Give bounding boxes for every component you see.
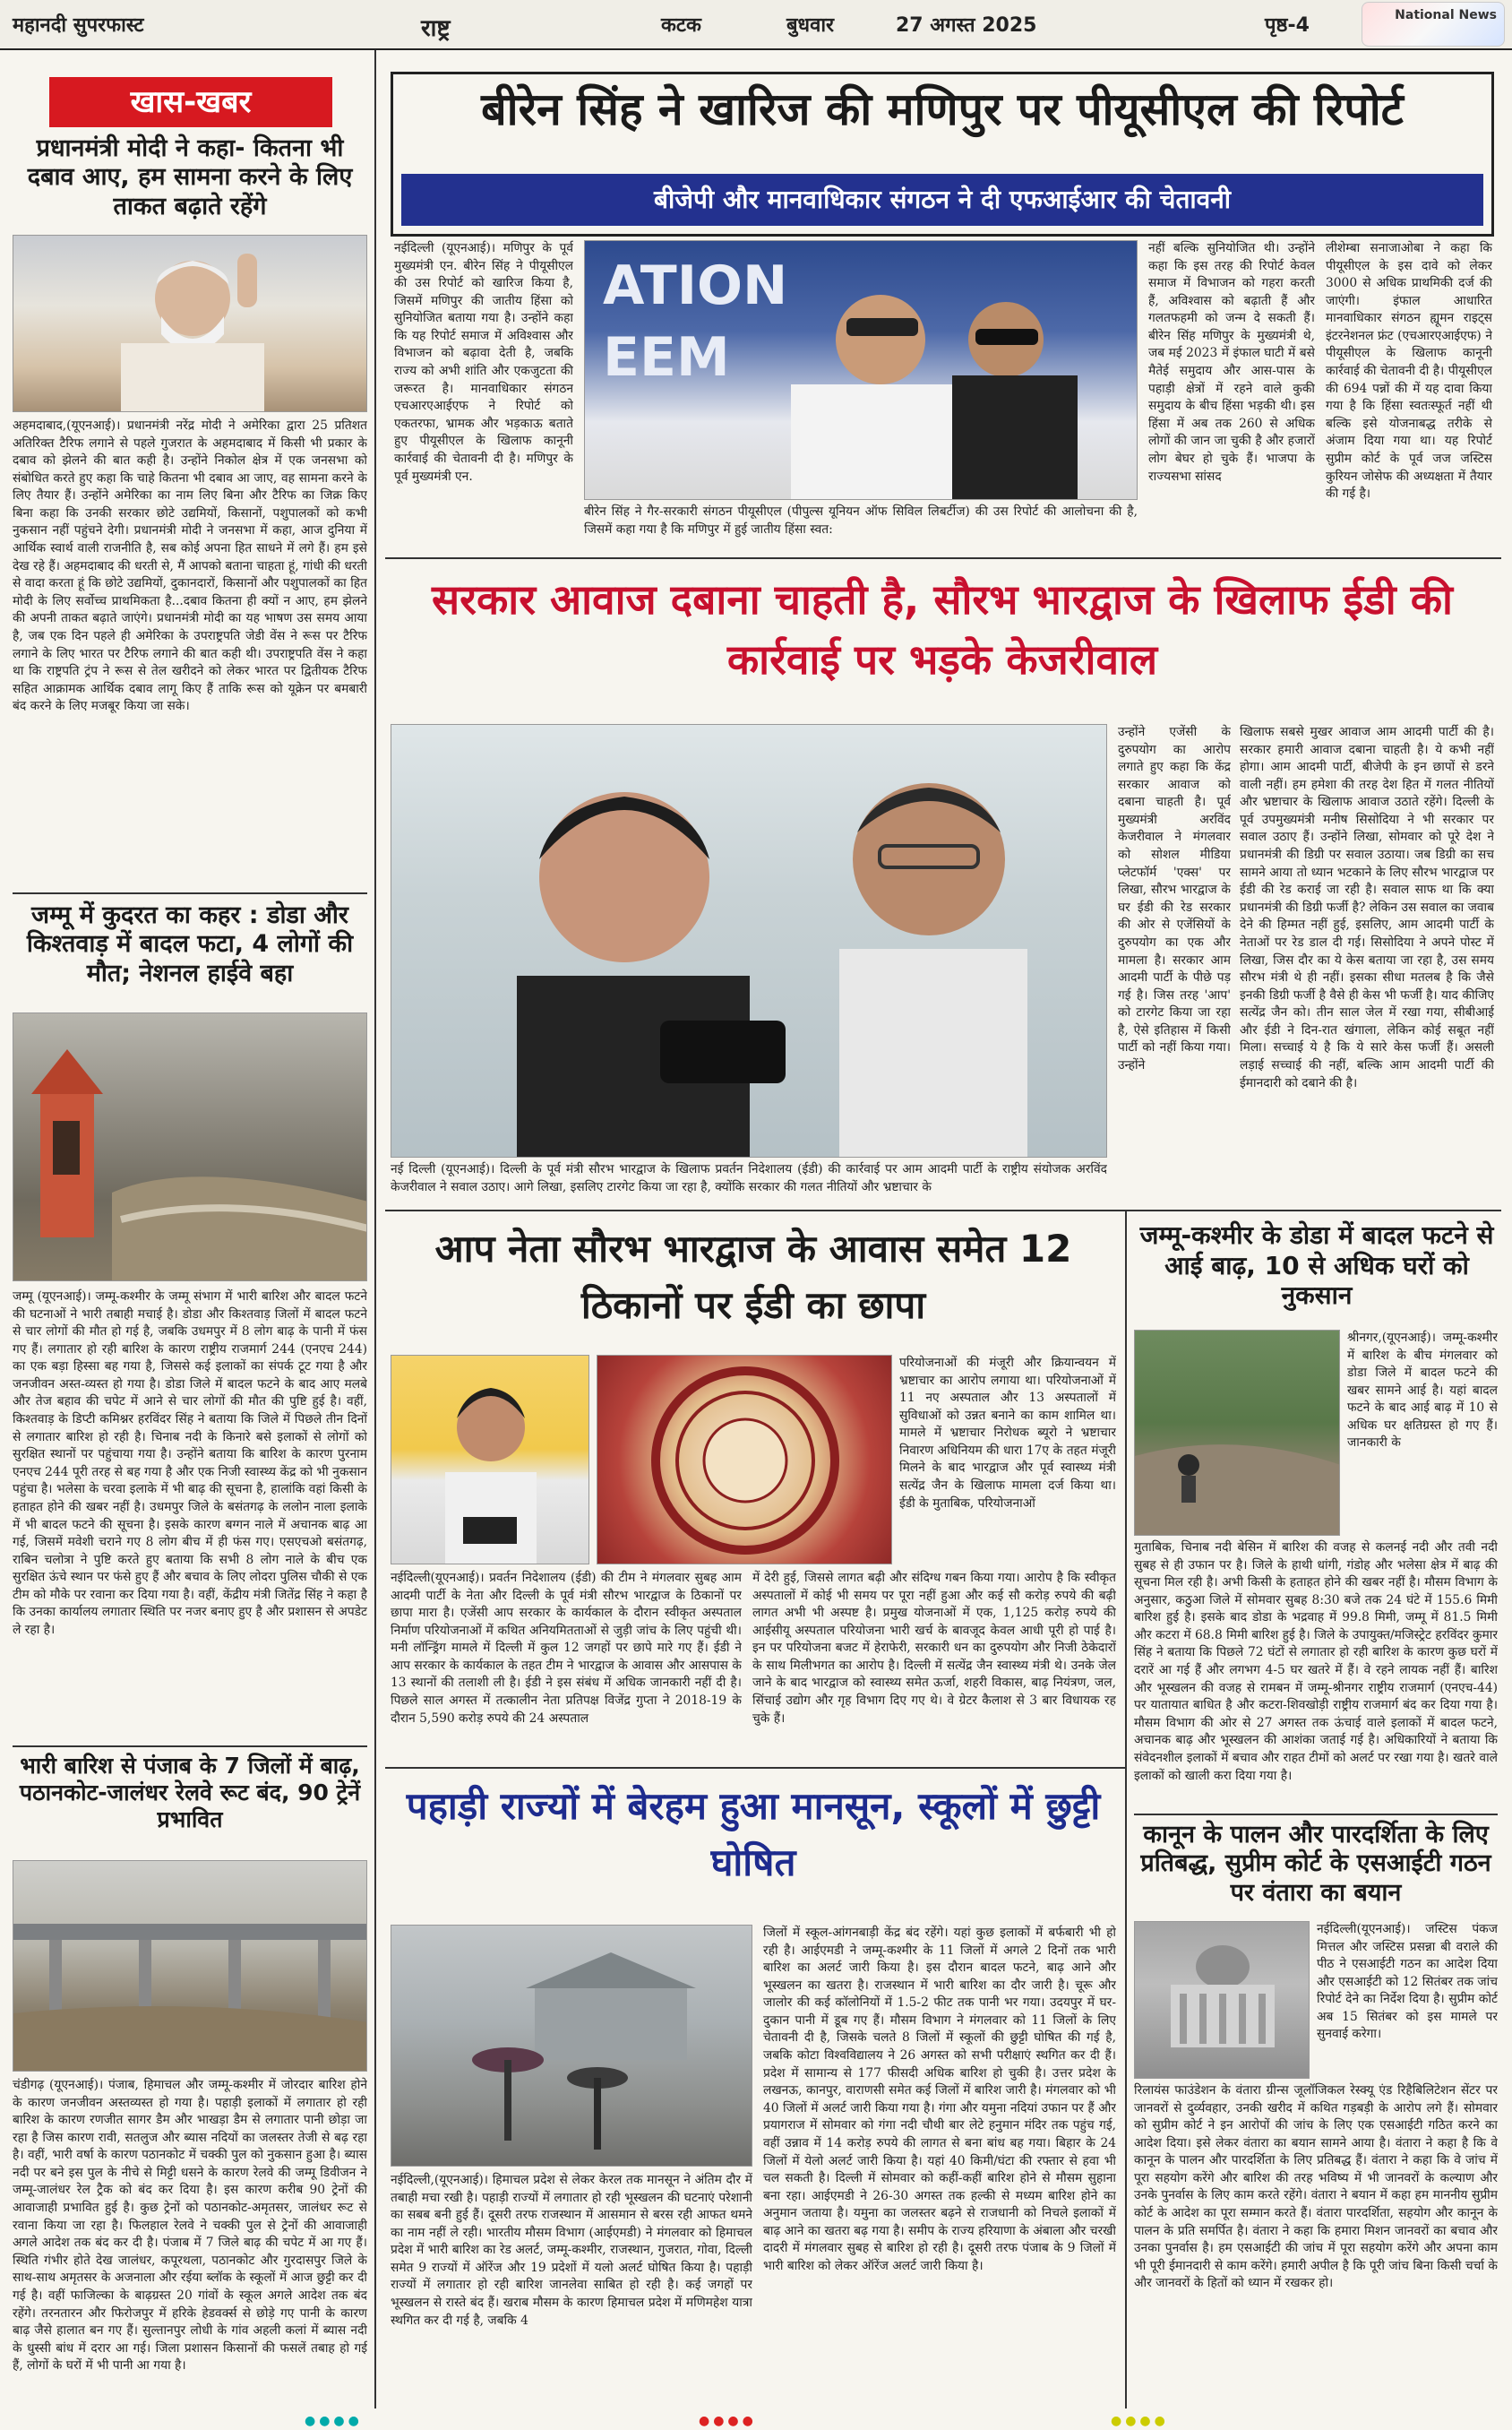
supreme-court-photo	[1134, 1921, 1310, 2079]
sidebar-story1-headline: प्रधानमंत्री मोदी ने कहा- कितना भी दबाव आए, हम सामना करने के लिए ताकत बढ़ाते रहेंगे	[27, 134, 353, 220]
ed-logo-photo	[597, 1355, 892, 1564]
lead-col1: नईदिल्ली (यूएनआई)। मणिपुर के पूर्व मुख्यमंत्री एन. बीरेन सिंह ने पीयूसीएल की उस रिपोर्ट को खारिज किया है, जिसमें मणिपुर की जातीय हिंसा को सुनियोजित बताया गया है। उन्होंने कहा कि यह रिपोर्ट समाज में अविश्वास और विभाजन को बढ़ावा देती है, जबकि राज्य को अभी शांति और एकजुटता की जरूरत है। मानवाधिकार संगठन एचआरएआईएफ ने रिपोर्ट को एकतरफा, भ्रामक और भड़काऊ बताते हुए पीयूसीएल के खिलाफ कानूनी कार्रवाई की चेतावनी दी है। मणिपुर के पूर्व मुख्यमंत्री एन.	[394, 241, 573, 484]
paper-name: महानदी सुपरफास्ट	[13, 14, 144, 37]
sc-body: रिलायंस फाउंडेशन के वंतारा ग्रीन्स जूलॉजिकल रेस्क्यू एंड रिहैबिलिटेशन सेंटर पर जानवरों से दुर्व्यवहार, उनकी खरीद में कथित गड़बड़ी के आरोप लगे हैं। सोमवार को सुप्रीम कोर्ट ने इन आरोपों की जांच के लिए एक एसआईटी गठित करने का आदेश दिया। इसे लेकर वंतारा का बयान सामने आया है। वंतारा ने कहा है कि वे कानून के पालन और पारदर्शिता के लिए प्रतिबद्ध हैं। वंतारा ने कहा कि वे जांच में पूरा सहयोग करेंगे और बारिश की तरह भविष्य में भी जानवरों के कल्याण और उनके पुनर्वास के लिए काम करते रहेंगे। वंतारा ने बयान में कहा हम माननीय सुप्रीम कोर्ट के आदेश का पूरा सम्मान करते हैं। वंतारा पारदर्शिता, सहयोग और कानून के पालन के प्रति समर्पित है। वंतारा ने कहा कि हमारा मिशन जानवरों का बचाव और उनका पुनर्वास है। हम एसआईटी की जांच में पूरा सहयोग करेंगे और अपना काम भी पूरी ईमानदारी से काम करेंगे। हमारी अपील है कि पूरी जांच बिना किसी चर्चा के और जानवरों के हितों को ध्यान में रखकर हो।	[1134, 2083, 1498, 2291]
masthead	[0, 0, 1512, 50]
registration-dots-icon: ●●●●	[305, 2414, 363, 2428]
sc-headline: कानून के पालन और पारदर्शिता के लिए प्रतिबद्ध, सुप्रीम कोर्ट के एसआईटी गठन पर वंतारा का बयान	[1140, 1821, 1491, 1907]
kejriwal-col-right: खिलाफ सबसे मुखर आवाज आम आदमी पार्टी की है। सरकार हमारी आवाज दबाना चाहती है। ये कभी नहीं होगा। आम आदमी पार्टी, बीजेपी के इन छापों से डरने वाली नहीं। हम हमेशा की तरह देश हित में गलत नीतियों और भ्रष्टाचार के खिलाफ आवाज उठाते रहेंगे। दिल्ली के पूर्व उपमुख्यमंत्री मनीष सिसोदिया ने भी सरकार पर सवाल उठाए हैं। उन्होंने लिखा, सोमवार को पूरे देश ने प्रधानमंत्री की डिग्री पर सवाल उठाया। जब डिग्री का सच सामने आया तो ध्यान भटकाने के लिए सौरभ भारद्वाज पर ईडी की रेड कराई जा रही है। सवाल साफ था कि क्या प्रधानमंत्री की डिग्री फर्जी है? लेकिन उस सवाल का जवाब देने की हिम्मत नहीं हुई, इसलिए, आम आदमी पार्टी के नेताओं पर रेड डाल दी गई। सिसोदिया ने अपने पोस्ट में लिखा, जिस दौर का ये केस बताया जा रहा है, उस समय सौरभ मंत्री थे ही नहीं। इसका सीधा मतलब है कि जैसे इनकी डिग्री फर्जी है वैसे ही केस भी फर्जी है। याद कीजिए सत्येंद्र जैन को। तीन साल जेल में रखा गया, सीबीआई और ईडी ने दिन-रात खंगाला, लेकिन कोई सबूत नहीं मिला। सच्चाई ये है कि ये सारे केस फर्जी हैं। असली लड़ाई सच्चाई की नहीं, बल्कि आम आदमी पार्टी की ईमानदारी को दबाने की है।	[1240, 725, 1494, 1090]
saurabh-photo	[391, 1355, 589, 1564]
lead-col3: लीशेम्बा सनाजाओबा ने कहा कि पीयूसीएल के इस दावे को लेकर 3000 से अधिक प्राथमिकी दर्ज की जाएंगी। इंफाल आधारित मानवाधिकार संगठन ह्यूमन राइट्स इंटरनेशनल फ्रंट (एचआरएआईएफ) ने पीयूसीएल के खिलाफ कानूनी कार्रवाई की चेतावनी दी है। पीयूसीएल की 694 पन्नों की में यह दावा किया गया है कि हिंसा स्वतःस्फूर्त नहीं थी बल्कि इसे योजनाबद्ध तरीके से अंजाम दिया गया था। यह रिपोर्ट सुप्रीम कोर्ट के पूर्व जज जस्टिस कुरियन जोसेफ की अध्यक्षता में तैयार की गई है।	[1326, 241, 1492, 502]
date: 27 अगस्त 2025	[896, 14, 1037, 37]
page-number: पृष्ठ-4	[1265, 14, 1310, 37]
ed-seal-art	[597, 1356, 892, 1564]
divider	[385, 1767, 1125, 1769]
print-registration-strip	[0, 2408, 1512, 2430]
sidebar-story3-headline: भारी बारिश से पंजाब के 7 जिलों में बाढ़, पठानकोट-जालंधर रेलवे रूट बंद, 90 ट्रेनें प्रभावित	[19, 1753, 361, 1832]
doda-headline: जम्मू-कश्मीर के डोडा में बादल फटने से आई बाढ़, 10 से अधिक घरों को नुकसान	[1139, 1220, 1494, 1311]
doda-body: मुताबिक, चिनाब नदी बेसिन में बारिश की वजह से कलनई नदी और तवी नदी सुबह से ही उफान पर है। जिले के हाथी धांगी, गंडोह और भलेसा क्षेत्र में बाढ़ की सूचना मिल रही है। अभी किसी के हताहत होने की खबर नहीं है। मौसम विभाग के अनुसार, कठुआ जिले में सोमवार सुबह 8:30 बजे तक 24 घंटे में 155.6 मिमी बारिश हुई है। इसके बाद डोडा के भद्रवाह में 99.8 मिमी, जम्मू में 81.5 मिमी और कटरा में 68.8 मिमी बारिश हुई है। जिले के उपायुक्त/मजिस्ट्रेट हरविंदर कुमार सिंह ने बताया कि पिछले 72 घंटों से लगातार हो रही बारिश के कारण कुछ घरों में दरारें आ गई हैं और लगभग 4-5 घर खतरे में हैं। वे रहने लायक नहीं हैं। बारिश और भूस्खलन की वजह से रामबन में जम्मू-श्रीनगर राष्ट्रीय राजमार्ग (एनएच-44) पर यातायात बाधित है और कटरा-शिवखोड़ी राष्ट्रीय राजमार्ग बंद कर दिया गया है। मौसम विभाग की ओर से 27 अगस्त तक ऊंचाई वाले इलाकों में बादल फटने, अचानक बाढ़ और भूस्खलन की आशंका जताई गई है। अधिकारियों ने बताया कि संवेदनशील इलाकों में बचाव और राहत टीमों को अलर्ट पर रखा गया है। खतरे वाले इलाकों को खाली करा दिया गया है।	[1134, 1540, 1498, 1783]
biren-singh-photo	[584, 240, 1138, 500]
flood-photo-art	[13, 1013, 367, 1281]
divider	[385, 557, 1501, 559]
flood-photo-kishtwar	[13, 1012, 367, 1281]
divider	[13, 892, 367, 894]
saurabh-photo-art	[391, 1356, 589, 1564]
city: कटक	[661, 14, 701, 37]
sc-photo-art	[1135, 1922, 1310, 2079]
ed-raid-col-right: परियोजनाओं की मंजूरी और क्रियान्वयन में भ्रष्टाचार का आरोप लगाया था। परियोजनाओं में 11 नए अस्पताल और 13 अस्पतालों में सुविधाओं को उन्नत बनाने का काम शामिल था। मामले में भ्रष्टाचार निरोधक ब्यूरो ने भ्रष्टाचार निवारण अधिनियम की धारा 17ए के तहत मंजूरी मिलने के बाद भारद्वाज और पूर्व स्वास्थ्य मंत्री सत्येंद्र जैन के खिलाफ मामला दर्ज किया था। ईडी के मुताबिक, परियोजनाओं	[899, 1356, 1116, 1511]
svg-text:EEM: EEM	[603, 326, 730, 389]
column-rule	[1125, 1211, 1127, 2408]
sc-col-side: नईदिल्ली(यूएनआई)। जस्टिस पंकज मित्तल और जस्टिस प्रसन्ना बी वराले की पीठ ने एसआईटी गठन का आदेश दिया और एसआईटी को 12 सितंबर तक जांच रिपोर्ट देने का निर्देश दिया है। सुप्रीम कोर्ट अब 15 सितंबर को इस मामले पर सुनवाई करेगा।	[1317, 1922, 1498, 2042]
biren-photo-art	[585, 241, 1138, 500]
lead-headline: बीरेन सिंह ने खारिज की मणिपुर पर पीयूसीएल की रिपोर्ट	[481, 83, 1404, 135]
sidebar-story2-body: जम्मू (यूएनआई)। जम्मू-कश्मीर के जम्मू संभाग में भारी बारिश और बादल फटने की घटनाओं ने भारी तबाही मचाई है। डोडा और किश्तवाड़ जिलों में बादल फटने से चार लोगों की मौत हो गई है, जबकि उधमपुर में 8 लोग बाढ़ के पानी में फंस गए हैं। लगातार हो रही बारिश के कारण राष्ट्रीय राजमार्ग 244 (एनएच 244) का एक बड़ा हिस्सा बह गया है, जिससे कई इलाकों का संपर्क टूट गया है और जनजीवन अस्त-व्यस्त हो गया है। डोडा जिले में बादल फटने के बाद आए मलबे और तेज बहाव की चपेट में आने से चार लोगों की मौत की पुष्टि हुई है। वहीं, किश्तवाड़ के डिप्टी कमिश्नर हरविंदर सिंह ने बताया कि जिले में पिछले तीन दिनों से लगातार बारिश हो रही है। चिनाब नदी के किनारे बसे इलाकों से लोगों को सुरक्षित स्थानों पर पहुंचाया गया है। उन्होंने बताया कि बारिश के कारण पुरनाम एनएच 244 पूरी तरह से बह गया है और एक निजी स्वास्थ्य केंद्र को भी नुकसान पहुंचा है। भलेसा के चरवा इलाके में भी बाढ़ की सूचना है, हालांकि वहां किसी के हताहत होने की खबर नहीं है। उधमपुर जिले के बसंतगढ़ के ललोन नाला इलाके में भी बादल फटने की सूचना है। इसके कारण बग्गन नाले में अचानक बाढ़ आ गई, जिसमें मवेशी चराने गए 8 लोग बीच में ही फंस गए। एसएचओ बसंतगढ़, राबिन चलोत्रा ने पुष्टि करते हुए बताया कि सभी 8 लोग नाले के बीच एक सुरक्षित ऊंचे स्थान पर फंसे हुए हैं और बचाव के लिए लोदरा पुलिस चौकी से एक टीम को मौके पर रवाना कर दिया गया है। वहीं, केंद्रीय मंत्री जितेंद्र सिंह ने कहा है कि उनका कार्यालय लगातार स्थिति पर नजर बनाए हुए है और प्रशासन से अपडेट ले रहा है।	[13, 1289, 367, 1637]
sidebar-story1-body: अहमदाबाद,(यूएनआई)। प्रधानमंत्री नरेंद्र मोदी ने अमेरिका द्वारा 25 प्रतिशत अतिरिक्त टैरिफ लगाने से पहले गुजरात के अहमदाबाद में किसी भी प्रकार के दबाव को झेलने की बात कही है। उन्होंने निकोल क्षेत्र में एक जनसभा को संबोधित करते हुए कहा कि चाहे कितना भी दबाव आ जाए, वह सामना करने के लिए तैयार हैं। उन्होंने अमेरिका का नाम लिए बिना और टैरिफ का जिक्र किए बिना कहा कि उनकी सरकार छोटे उद्यमियों, किसानों, पशुपालकों को कभी नुकसान नहीं पहुंचने देगी। प्रधानमंत्री मोदी ने जनसभा में कहा, आज दुनिया में आर्थिक स्वार्थ वाली राजनीति है, सब कोई अपना हित साधने में लगे हैं। हम इसे देख रहे हैं। अहमदाबाद की धरती से, मैं आपको बताना चाहता हूं, गांधी की धरती से वादा करता हूं कि छोटे उद्यमियों, दुकानदारों, किसानों और पशुपालकों का हित मोदी के लिए सर्वोच्च प्राथमिकता है...दबाव कितना ही क्यों न आए, हम झेलने की अपनी ताकत बढ़ाते जाएंगे। प्रधानमंत्री मोदी का यह भाषण उस समय आया है, जब एक दिन पहले ही अमेरिका के उपराष्ट्रपति जेडी वेंस ने रूस पर टैरिफ लगाने के लिए भारत पर टैरिफ लगाने की बात कही थी। उपराष्ट्रपति वेंस ने कहा था कि राष्ट्रपति ट्रंप ने रूस से तेल खरीदने को लेकर भारत पर द्वितीयक टैरिफ सहित आक्रामक आर्थिक दबाव लागू किए हैं ताकि रूस को यूक्रेन पर बमबारी बंद करने के लिए मजबूर किया जा सके।	[13, 418, 367, 714]
monsoon-body: नईदिल्ली,(यूएनआई)। हिमाचल प्रदेश से लेकर केरल तक मानसून ने अंतिम दौर में तबाही मचा रखी है। पहाड़ी राज्यों में लगातार हो रही भूस्खलन की घटनाएं परेशानी का सबब बनी हुई हैं। दूसरी तरफ राजस्थान में आसमान से बरस रही आफत थमने का नाम नहीं ले रही। भारतीय मौसम विभाग (आईएमडी) ने मंगलवार को हिमाचल प्रदेश में भारी बारिश का रेड अलर्ट, जम्मू-कश्मीर, राजस्थान, गुजरात, गोवा, दिल्ली समेत 9 राज्यों में ऑरेंज और 19 प्रदेशों में यलो अलर्ट घोषित किया है। पहाड़ी राज्यों में लगातार हो रही बारिश जानलेवा साबित हो रही है। कई जगहों पर भूस्खलन से रास्ते बंद हैं। खराब मौसम के कारण हिमाचल प्रदेश में मणिमहेश यात्रा स्थगित कर दी गई है, जबकि 4	[391, 2173, 752, 2328]
bridge-photo-art	[13, 1861, 367, 2072]
kejriwal-headline: सरकार आवाज दबाना चाहती है, सौरभ भारद्वाज के खिलाफ ईडी की कार्रवाई पर भड़के केजरीवाल	[432, 575, 1453, 684]
modi-photo	[13, 235, 367, 412]
day: बुधवार	[786, 14, 835, 37]
kejriwal-col-side: उन्होंने एजेंसी के दुरुपयोग का आरोप लगाते हुए कहा कि केंद्र सरकार आवाज को दबाना चाहती है। पूर्व मुख्यमंत्री अरविंद केजरीवाल ने मंगलवार को सोशल मीडिया प्लेटफॉर्म 'एक्स' पर लिखा, सौरभ भारद्वाज के घर ईडी की रेड सरकार की ओर से एजेंसियों के दुरुपयोग का एक और मामला है। सरकार आम आदमी पार्टी के पीछे पड़ गई है। जिस तरह 'आप' को टारगेट किया जा रहा है, ऐसे इतिहास में किसी पार्टी को नहीं किया गया। उन्होंने	[1118, 725, 1231, 1073]
registration-dots-icon: ●●●●	[699, 2414, 757, 2428]
ed-raid-headline: आप नेता सौरभ भारद्वाज के आवास समेत 12 ठिकानों पर ईडी का छापा	[434, 1227, 1072, 1327]
divider	[385, 1210, 1501, 1211]
doda-col-side: श्रीनगर,(यूएनआई)। जम्मू-कश्मीर में बारिश के बीच मंगलवार को डोडा जिले में बादल फटने की खबर सामने आई है। यहां बादल फटने के बाद आई बाढ़ में 10 से अधिक घर क्षतिग्रस्त हो गए हैं। जानकारी के	[1347, 1331, 1498, 1451]
kejriwal-caption: नई दिल्ली (यूएनआई)। दिल्ली के पूर्व मंत्री सौरभ भारद्वाज के खिलाफ प्रवर्तन निदेशालय (ईडी) की कार्रवाई पर आम आदमी पार्टी के राष्ट्रीय संयोजक अरविंद केजरीवाल ने सवाल उठाए। आगे लिखा, इसलिए टारगेट किया जा रहा है, क्योंकि सरकार की गलत नीतियों और भ्रष्टाचार के	[391, 1162, 1107, 1194]
logo-text: National News	[1395, 8, 1497, 22]
column-rule	[374, 50, 376, 2408]
monsoon-headline: पहाड़ी राज्यों में बेरहम हुआ मानसून, स्कूलों में छुट्टी घोषित	[406, 1784, 1101, 1884]
monsoon-rain-photo	[391, 1925, 752, 2167]
ed-raid-body: नईदिल्ली(यूएनआई)। प्रवर्तन निदेशालय (ईडी) की टीम ने मंगलवार सुबह आम आदमी पार्टी के नेता और दिल्ली के पूर्व मंत्री सौरभ भारद्वाज के ठिकानों पर छापा मारा है। एजेंसी आप सरकार के कार्यकाल के दौरान स्वीकृत अस्पताल निर्माण परियोजनाओं में कथित अनियमितताओं से जुड़ी जांच के लिए पहुंची थी। मनी लॉन्ड्रिंग मामले में दिल्ली में कुल 12 जगहों पर छापे मारे गए हैं। ईडी ने आप सरकार के कार्यकाल के तहत टीम ने भारद्वाज के आवास और आसपास के 13 स्थानों की तलाशी ली है। ईडी ने इस संबंध में अधिक जानकारी नहीं दी है। पिछले साल अगस्त में तत्कालीन नेता प्रतिपक्ष विजेंद्र गुप्ता ने 2018-19 के दौरान 5,590 करोड़ रुपये की 24 अस्पताल	[391, 1571, 742, 1726]
divider	[13, 1745, 367, 1747]
lead-subhead: बीजेपी और मानवाधिकार संगठन ने दी एफआईआर की चेतावनी	[401, 174, 1483, 226]
svg-text:ATION: ATION	[603, 254, 788, 317]
doda-photo-art	[1135, 1331, 1340, 1536]
monsoon-col-side: जिलों में स्कूल-आंगनबाड़ी केंद्र बंद रहेंगे। यहां कुछ इलाकों में बर्फबारी भी हो रही है। आईएमडी ने जम्मू-कश्मीर के 11 जिलों में अगले 2 दिनों तक भारी बारिश का अलर्ट जारी किया है। इस दौरान बादल फटने, बाढ़ आने और भूस्खलन का खतरा है। राजस्थान में भारी बारिश का दौर जारी है। चूरू और जालोर की कई कॉलोनियों में 1.5-2 फीट तक पानी भर गया। उदयपुर में घर-दुकान पानी में डूब गए हैं। मौसम विभाग ने मंगलवार को 11 जिलों के लिए चेतावनी दी है, जिसके चलते 8 जिलों में स्कूलों की छुट्टी घोषित की गई है, जबकि कोटा विश्वविद्यालय ने 26 अगस्त को सभी परीक्षाएं स्थगित कर दी हैं। प्रदेश में सामान्य से 177 फीसदी अधिक बारिश हो चुकी है। उत्तर प्रदेश के लखनऊ, कानपुर, वाराणसी समेत कई जिलों में बारिश जारी है। मंगलवार को भी 40 जिलों में अलर्ट जारी किया गया है। गंगा और यमुना नदियां उफान पर हैं और प्रयागराज में सोमवार को गंगा नदी चौथी बार लेटे हनुमान मंदिर तक पहुंच गई, वहीं उन्नाव में 14 करोड़ रुपये की लागत से बना बांध बह गया। बिहार के 24 जिलों में येलो अलर्ट जारी किया है। यहां 40 किमी/घंटा की रफ्तार से हवा भी चल सकती है। दिल्ली में सोमवार को कहीं-कहीं बारिश होने से मौसम सुहाना बना रहा। आईएमडी ने 26-30 अगस्त तक हल्की से मध्यम बारिश होने का अनुमान जताया है। यमुना का जलस्तर बढ़ने से राजधानी को निचले इलाकों में बाढ़ आने का खतरा बढ़ गया है। समीप के राज्य हरियाणा के अंबाला और चरखी दादरी में मंगलवार सुबह से बारिश हो रही है। दूसरी तरफ पंजाब के 9 जिलों में भारी बारिश को लेकर ऑरेंज अलर्ट जारी किया है।	[763, 1926, 1116, 2273]
punjab-bridge-photo	[13, 1860, 367, 2072]
section-name: राष्ट्र	[421, 15, 451, 42]
khas-khabar-badge: खास-खबर	[49, 77, 332, 127]
modi-photo-art	[13, 236, 367, 412]
sidebar-story2-headline: जम्मू में कुदरत का कहर : डोडा और किश्तवाड़ में बादल फटा, 4 लोगों की मौत; नेशनल हाईवे बहा	[26, 901, 354, 987]
national-news-logo	[1362, 2, 1505, 47]
sidebar-story3-body: चंडीगढ़ (यूएनआई)। पंजाब, हिमाचल और जम्मू-कश्मीर में जोरदार बारिश होने के कारण जनजीवन अस्तव्यस्त हो गया है। पहाड़ी इलाकों में लगातार हो रही बारिश के कारण रणजीत सागर डैम और भाखड़ा डैम से लगातार पानी छोड़ा जा रहा है जिस कारण रावी, सतलुज और ब्यास नदियों का जलस्तर तेजी से बढ़ रहा है। वहीं, भारी वर्षा के कारण पठानकोट में चक्की पुल को नुकसान हुआ है। ब्यास नदी पर बने इस पुल के नीचे से मिट्टी धसने के कारण रेलवे की जम्मू डिवीजन ने जम्मू-जालंधर रेल ट्रैक को बंद कर दिया है। इस कारण करीब 90 ट्रेनों की आवाजाही प्रभावित हुई है। कुछ ट्रेनों को पठानकोट-अमृतसर, जालंधर रूट से रवाना किया जा रहा है। फिलहाल रेलवे ने चक्की पुल से ट्रेनों की आवाजाही अगले आदेश तक बंद कर दी है। पंजाब में 7 जिले बाढ़ की चपेट में आ गए हैं। स्थिति गंभीर होते देख जालंधर, कपूरथला, पठानकोट और गुरदासपुर जिले के साथ-साथ अमृतसर के अजनाला और रईया ब्लॉक के स्कूलों में आज छुट्टी कर दी गई है। वहीं फाजिल्का के बाढ़ग्रस्त 20 गांवों के स्कूल अगले आदेश तक बंद रहेंगे। तरनतारन और फिरोजपुर में हरिके हेडवर्क्स से छोड़े गए पानी के कारण बाढ़ जैसे हालात बन गए हैं। सुल्तानपुर लोधी के गांव अहली कलां में ब्यास नदी के धुस्सी बांध में दरार आ गई। जिला प्रशासन किसानों की फसलें तबाह हो गई हैं, लोगों के घरों में भी पानी आ गया है।	[13, 2078, 367, 2374]
kejriwal-photo-art	[391, 725, 1107, 1158]
lead-caption: बीरेन सिंह ने गैर-सरकारी संगठन पीयूसीएल (पीपुल्स यूनियन ऑफ सिविल लिबर्टीज) की उस रिपोर्ट की आलोचना की है, जिसमें कहा गया है कि मणिपुर में हुई जातीय हिंसा स्वत:	[584, 504, 1138, 537]
monsoon-photo-art	[391, 1926, 752, 2167]
doda-flood-photo	[1134, 1330, 1340, 1536]
ed-raid-body2: में देरी हुई, जिससे लागत बढ़ी और संदिग्ध गबन किया गया। आरोप है कि स्वीकृत अस्पतालों में कोई भी समय पर पूरा नहीं हुआ और कई सौ करोड़ रुपये की बढ़ी लागत अभी भी अस्पष्ट है। प्रमुख योजनाओं में एक, 1,125 करोड़ रुपये की आईसीयू अस्पताल परियोजना भारी खर्च के बावजूद केवल आधी पूरी हो पाई है। इन पर परियोजना बजट में हेराफेरी, सरकारी धन का दुरुपयोग और निजी ठेकेदारों के साथ मिलीभगत का आरोप है। दिल्ली में सत्येंद्र जैन स्वास्थ्य मंत्री थे। उनके जेल जाने के बाद भारद्वाज को स्वास्थ्य समेत ऊर्जा, शहरी विकास, बाढ़ नियंत्रण, जल, सिंचाई उद्योग और गृह विभाग दिए गए थे। वे ग्रेटर कैलाश से 3 बार विधायक रह चुके हैं।	[752, 1571, 1116, 1726]
lead-col2: नहीं बल्कि सुनियोजित थी। उन्होंने कहा कि इस तरह की रिपोर्ट केवल समाज में विभाजन को गहरा करती हैं, अविश्वास को बढ़ाती हैं और गलतफहमी को जन्म दे सकती हैं। बीरेन सिंह मणिपुर के मुख्यमंत्री थे, जब मई 2023 में इंफाल घाटी में बसे मैतेई समुदाय और आस-पास के पहाड़ी क्षेत्रों में रहने वाले कुकी समुदाय के बीच हिंसा भड़की थी। इस हिंसा में अब तक 260 से अधिक लोगों की जान जा चुकी है और हजारों लोग बेघर हो चुके हैं। भाजपा के राज्यसभा सांसद	[1148, 241, 1315, 484]
registration-dots-icon: ●●●●	[1111, 2414, 1169, 2428]
bharadwaj-kejriwal-photo	[391, 724, 1107, 1158]
divider	[1134, 1814, 1498, 1815]
